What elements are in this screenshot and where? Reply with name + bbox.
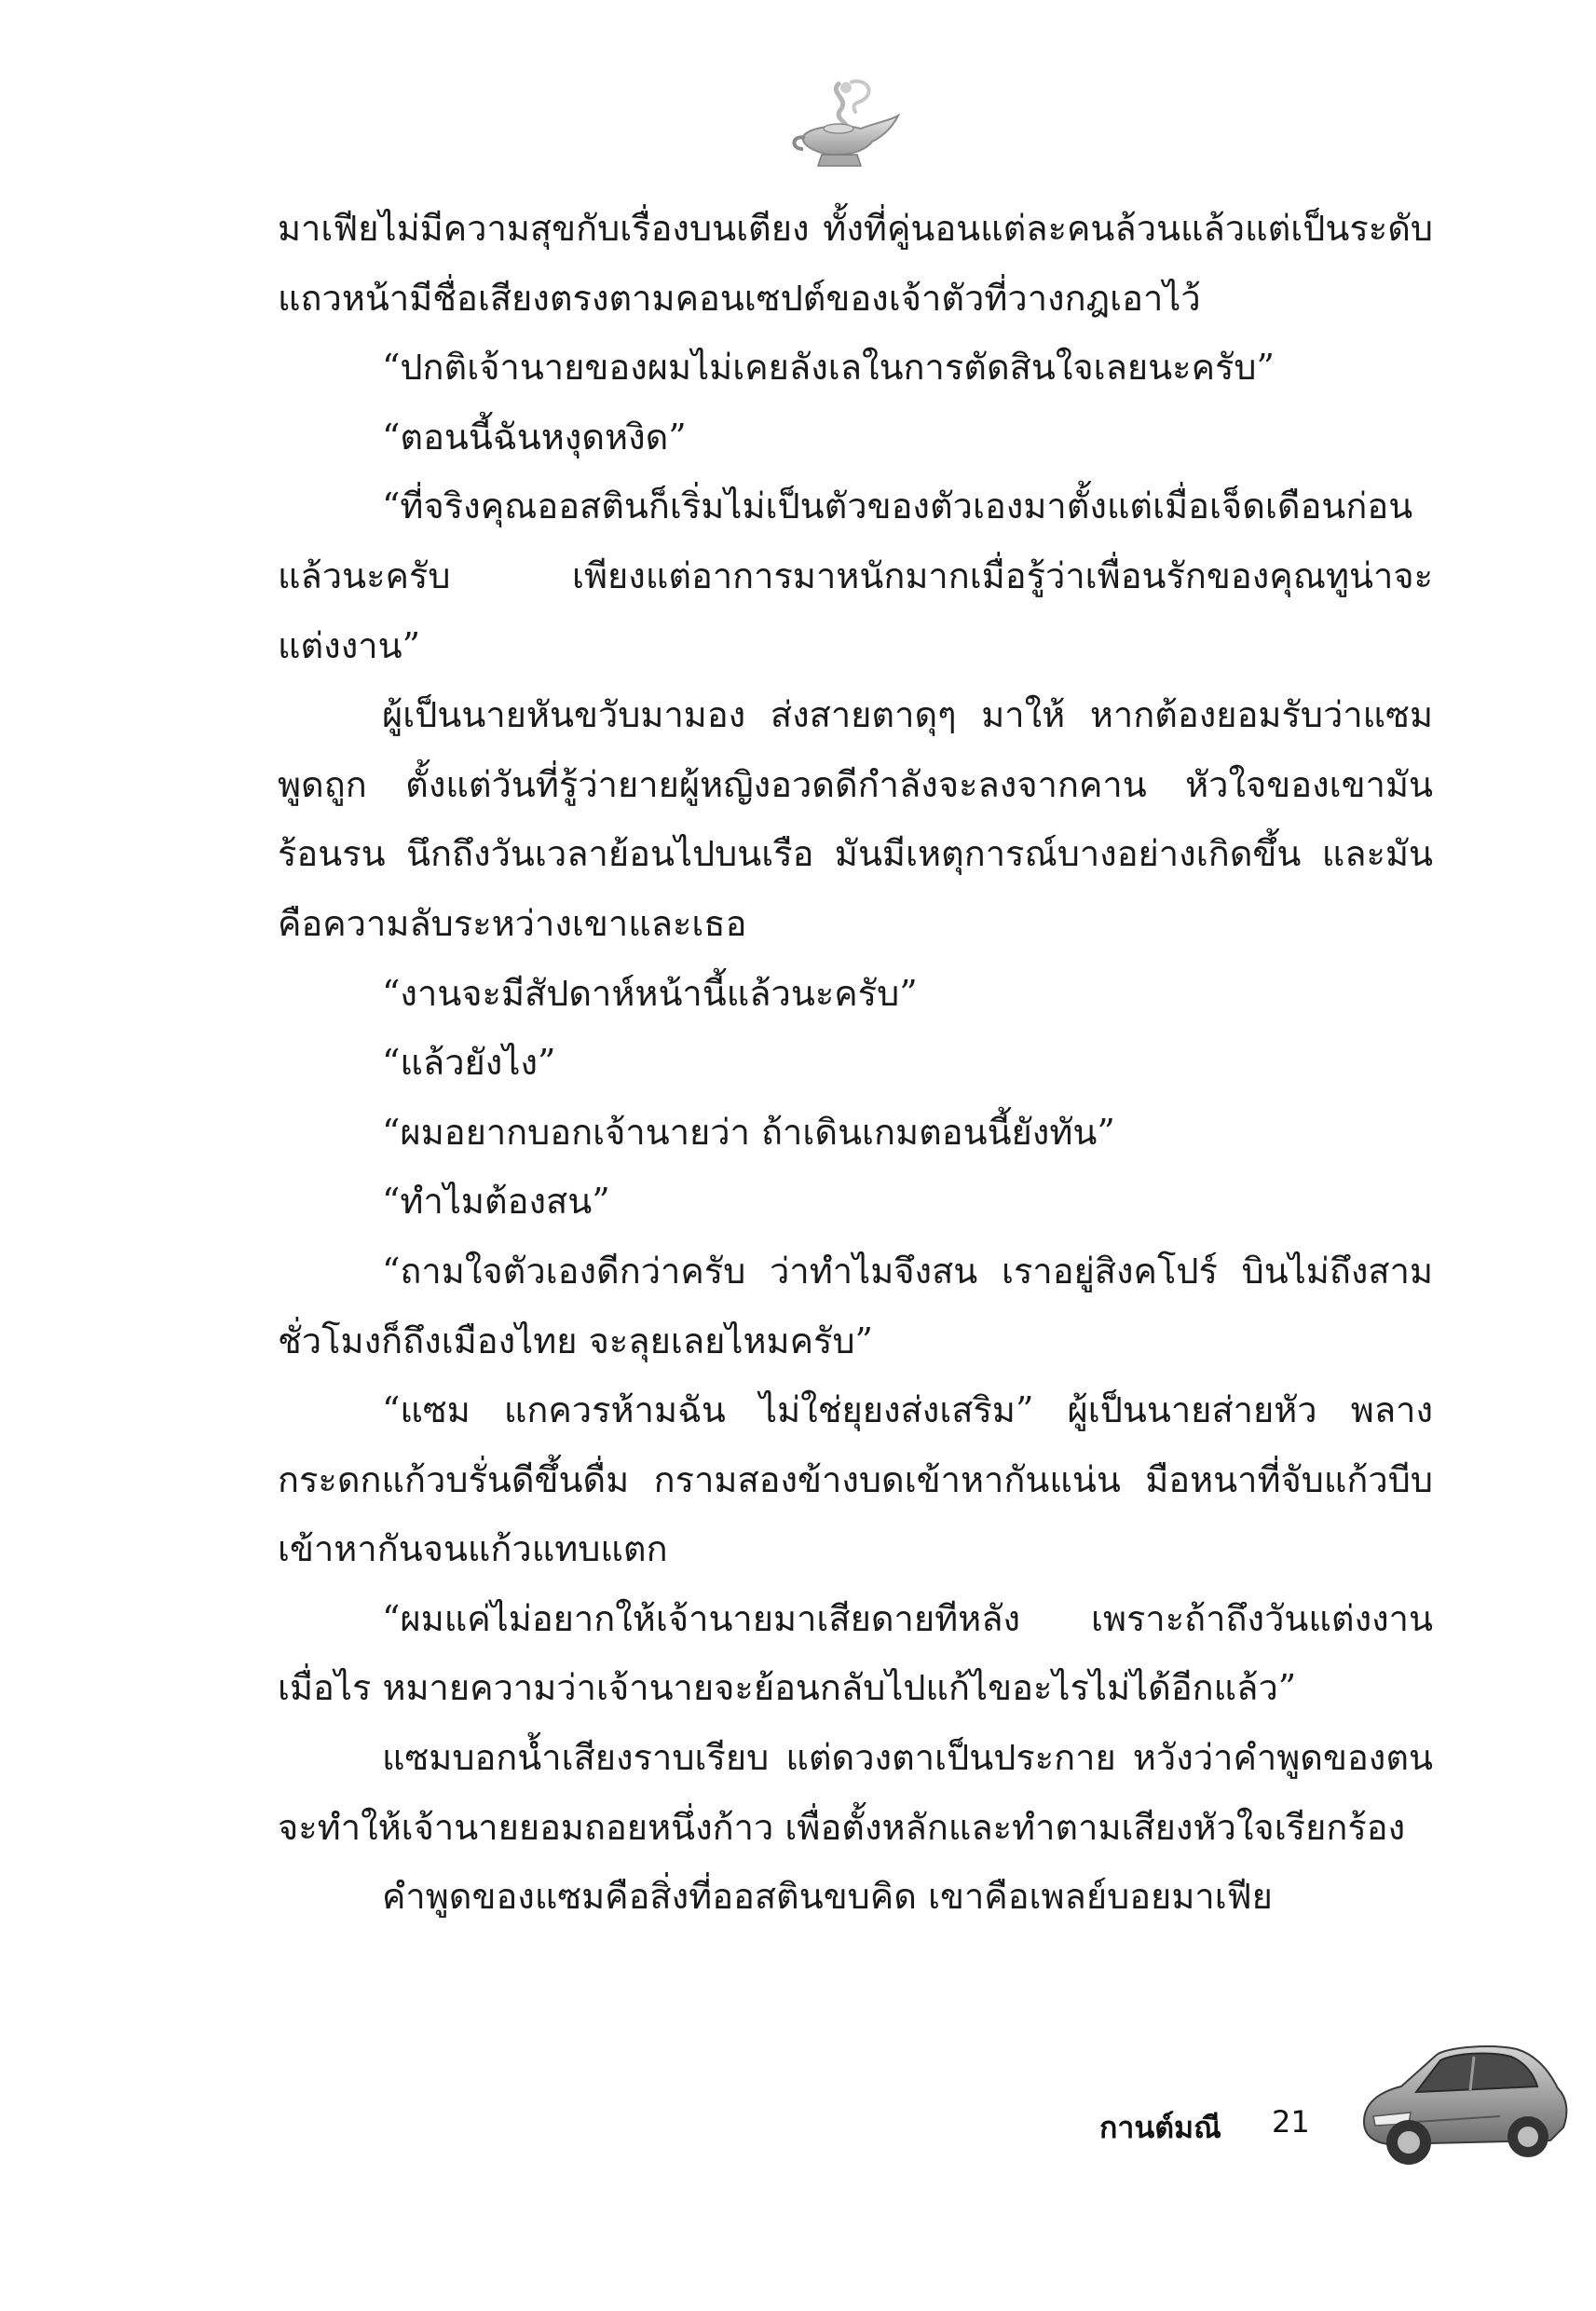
car-icon	[1351, 2017, 1575, 2176]
paragraph: “แล้วยังไง”	[382, 1042, 556, 1084]
paragraph: “ตอนนี้ฉันหงุดหงิด”	[382, 416, 687, 458]
paragraph: แซมบอกน้ำเสียงราบเรียบ แต่ดวงตาเป็นประกาย หวังว่าคำพูดของตนจะทำให้เจ้านายยอมถอยหนึ่งก้าว เพื่อตั้งหลักและทำตามเสียงหัวใจเรียกร้อง	[278, 1737, 1433, 1848]
paragraph: “แซม แกควรห้ามฉัน ไม่ใช่ยุยงส่งเสริม” ผู้เป็นนายส่ายหัว พลางกระดกแก้วบรั่นดีขึ้นดื่ม กรามสองข้างบดเข้าหากันแน่น มือหนาที่จับแก้วบีบเข้าหากันจนแก้วแทบแตก	[278, 1389, 1433, 1570]
footer-author: กานต์มณี	[1099, 2110, 1221, 2145]
paragraph: “ผมแค่ไม่อยากให้เจ้านายมาเสียดายทีหลัง เพราะถ้าถึงวันแต่งงานเมื่อไร หมายความว่าเจ้านายจะย้อนกลับไปแก้ไขอะไรไม่ได้อีกแล้ว”	[278, 1597, 1433, 1709]
paragraph: “งานจะมีสัปดาห์หน้านี้แล้วนะครับ”	[382, 972, 918, 1014]
paragraph: “ถามใจตัวเองดีกว่าครับ ว่าทำไมจึงสน เราอยู่สิงคโปร์ บินไม่ถึงสามชั่วโมงก็ถึงเมืองไทย จะลุยเลยไหมครับ”	[278, 1250, 1433, 1361]
body-text	[278, 194, 1433, 1932]
paragraph: “ทำไมต้องสน”	[382, 1181, 610, 1223]
paragraph: คำพูดของแซมคือสิ่งที่ออสตินขบคิด เขาคือเพลย์บอยมาเฟีย	[382, 1876, 1273, 1918]
paragraph: “ที่จริงคุณออสตินก็เริ่มไม่เป็นตัวของตัวเองมาตั้งแต่เมื่อเจ็ดเดือนก่อนแล้วนะครับ เพียงแต่อาการมาหนักมากเมื่อรู้ว่าเพื่อนรักของคุณทูน่าจะแต่งงาน”	[278, 485, 1433, 666]
magic-lamp-icon	[784, 75, 906, 177]
paragraph: ผู้เป็นนายหันขวับมามอง ส่งสายตาดุๆ มาให้ หากต้องยอมรับว่าแซมพูดถูก ตั้งแต่วันที่รู้ว่ายายผู้หญิงอวดดีกำลังจะลงจากคาน หัวใจของเขามันร้อนรน นึกถึงวันเวลาย้อนไปบนเรือ มันมีเหตุการณ์บางอย่างเกิดขึ้น และมันคือความลับระหว่างเขาและเธอ	[278, 694, 1433, 944]
paragraph: มาเฟียไม่มีความสุขกับเรื่องบนเตียง ทั้งที่คู่นอนแต่ละคนล้วนแล้วแต่เป็นระดับแถวหน้ามีชื่อเสียงตรงตามคอนเซปต์ของเจ้าตัวที่วางกฎเอาไว้	[278, 208, 1433, 319]
page-number: 21	[1272, 2104, 1310, 2140]
paragraph: “ปกติเจ้านายของผมไม่เคยลังเลในการตัดสินใจเลยนะครับ”	[382, 347, 1275, 389]
paragraph: “ผมอยากบอกเจ้านายว่า ถ้าเดินเกมตอนนี้ยังทัน”	[382, 1111, 1115, 1153]
